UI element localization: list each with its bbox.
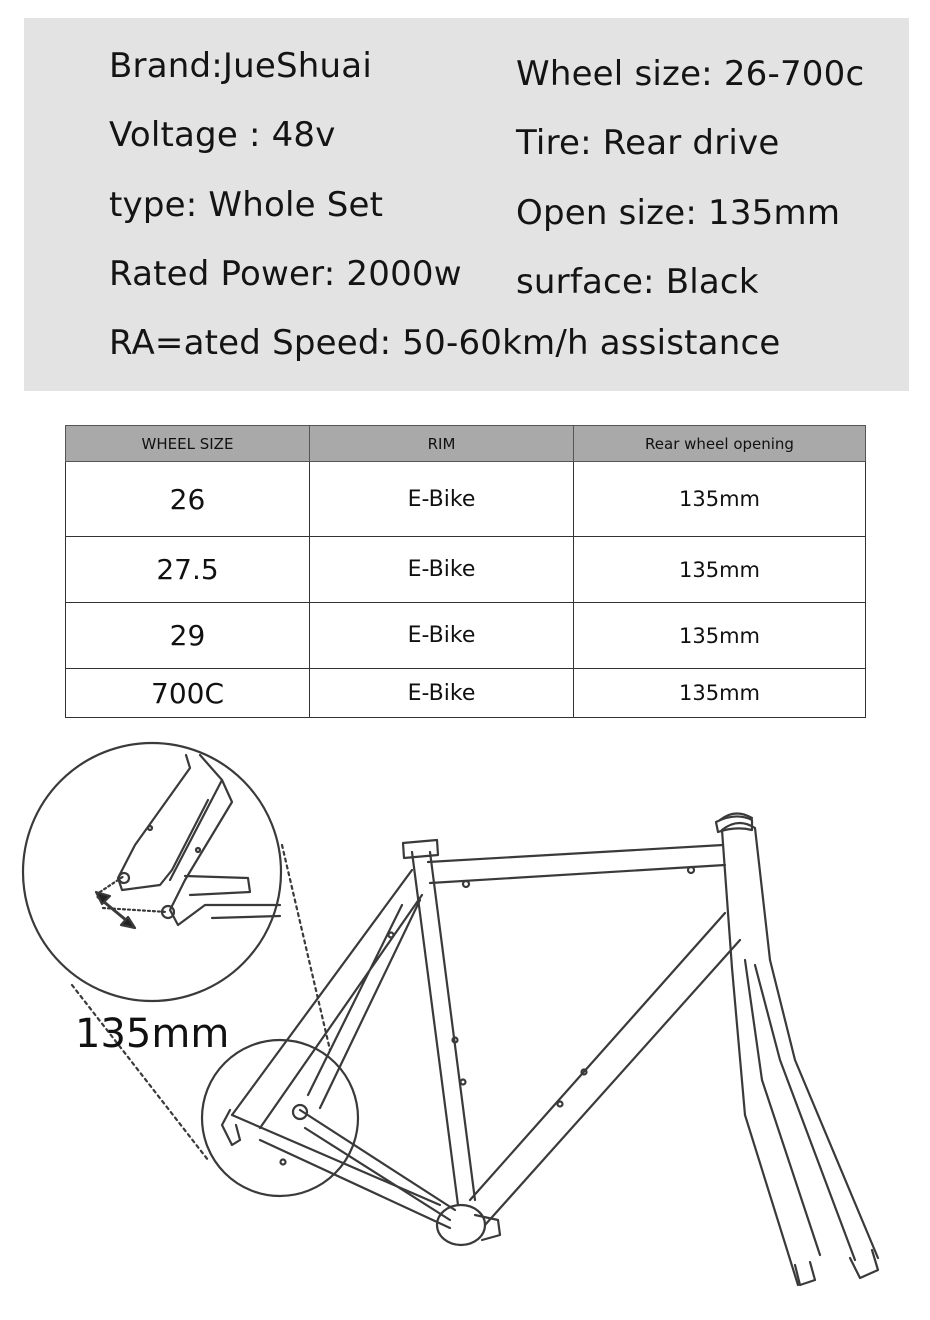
bike-frame <box>222 813 878 1285</box>
table-row <box>66 537 866 603</box>
cell-wheel-size: 29 <box>66 603 310 669</box>
header-wheel-size: WHEEL SIZE <box>66 426 310 462</box>
cell-wheel-size: 26 <box>66 462 310 537</box>
table-header-row <box>66 426 866 462</box>
spec-rated-power: Rated Power: 2000w <box>109 254 462 294</box>
cell-rear-opening: 135mm <box>574 462 866 537</box>
header-rear-wheel-opening: Rear wheel opening <box>574 426 866 462</box>
cell-rear-opening: 135mm <box>574 603 866 669</box>
wheel-size-table <box>65 425 866 718</box>
cell-rim: E-Bike <box>310 462 574 537</box>
spec-wheel-size: Wheel size: 26-700c <box>516 54 865 94</box>
cell-rim: E-Bike <box>310 603 574 669</box>
cell-rim: E-Bike <box>310 669 574 718</box>
dropout-detail <box>96 755 280 928</box>
cell-rear-opening: 135mm <box>574 537 866 603</box>
zoom-detail-circle <box>23 743 281 1001</box>
spec-speed: RA=ated Speed: 50-60km/h assistance <box>109 323 781 363</box>
table-row <box>66 603 866 669</box>
spec-voltage: Voltage : 48v <box>109 115 336 155</box>
spec-open-size: Open size: 135mm <box>516 193 841 233</box>
spec-surface: surface: Black <box>516 262 759 302</box>
cell-rear-opening: 135mm <box>574 669 866 718</box>
header-rim: RIM <box>310 426 574 462</box>
spec-tire: Tire: Rear drive <box>516 123 780 163</box>
cell-rim: E-Bike <box>310 537 574 603</box>
spec-type: type: Whole Set <box>109 185 384 225</box>
spec-brand: Brand:JueShuai <box>109 46 372 86</box>
dimension-label: 135mm <box>75 1011 230 1057</box>
table-row <box>66 669 866 718</box>
cell-wheel-size: 700C <box>66 669 310 718</box>
table-row <box>66 462 866 537</box>
cell-wheel-size: 27.5 <box>66 537 310 603</box>
